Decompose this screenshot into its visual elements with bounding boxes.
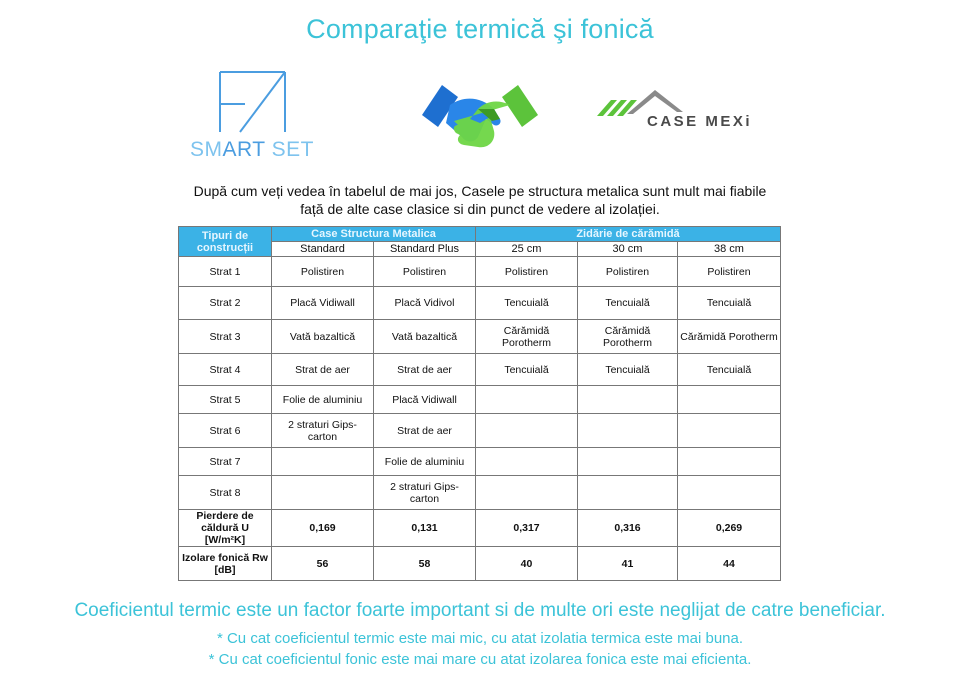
row-label: Strat 4 — [179, 354, 272, 386]
table-cell: Folie de aluminiu — [374, 448, 476, 476]
table-cell: Cărămidă Porotherm — [678, 320, 781, 354]
column-header: Standard Plus — [374, 242, 476, 257]
handshake-logo — [420, 75, 540, 163]
table-cell — [578, 448, 678, 476]
sound-insulation-value: 40 — [476, 547, 578, 581]
sound-insulation-value: 56 — [272, 547, 374, 581]
table-cell — [678, 386, 781, 414]
table-cell: Tencuială — [678, 287, 781, 320]
sound-insulation-row — [179, 547, 781, 581]
row-label: Strat 1 — [179, 257, 272, 287]
table-row — [179, 476, 781, 510]
column-header: 38 cm — [678, 242, 781, 257]
table-cell: Tencuială — [578, 354, 678, 386]
page-title: Comparaţie termică şi fonică — [306, 14, 654, 44]
case-mexi-logo — [597, 88, 777, 136]
corner-header: Tipuri de construcții — [179, 227, 272, 257]
table-cell: Tencuială — [476, 287, 578, 320]
sound-insulation-value: 41 — [578, 547, 678, 581]
intro-line-2: față de alte case clasice si din punct de vedere al izolației. — [300, 201, 660, 217]
table-row — [179, 320, 781, 354]
smart-set-mid: ART — [222, 138, 266, 161]
handshake-icon — [420, 75, 540, 163]
table-cell: Polistiren — [578, 257, 678, 287]
table-cell: Folie de aluminiu — [272, 386, 374, 414]
sound-insulation-label: Izolare fonică Rw [dB] — [179, 547, 272, 581]
table-cell: Placă Vidiwall — [272, 287, 374, 320]
table-cell: Cărămidă Porotherm — [476, 320, 578, 354]
table-cell: Tencuială — [476, 354, 578, 386]
table-cell: Vată bazaltică — [272, 320, 374, 354]
table-cell — [476, 386, 578, 414]
table-cell: Strat de aer — [272, 354, 374, 386]
row-label: Strat 3 — [179, 320, 272, 354]
table-cell: Cărămidă Porotherm — [578, 320, 678, 354]
heat-loss-value: 0,131 — [374, 510, 476, 547]
row-label: Strat 6 — [179, 414, 272, 448]
table-cell — [272, 448, 374, 476]
table-row — [179, 414, 781, 448]
heat-loss-row — [179, 510, 781, 547]
table-cell: Polistiren — [272, 257, 374, 287]
table-row — [179, 448, 781, 476]
row-label: Strat 2 — [179, 287, 272, 320]
table-cell — [678, 414, 781, 448]
footer-note-2: * Cu cat coeficientul fonic este mai mare cu atat izolarea fonica este mai eficienta. — [208, 651, 752, 668]
column-header: Standard — [272, 242, 374, 257]
table-cell — [678, 476, 781, 510]
table-cell: Tencuială — [578, 287, 678, 320]
smart-set-logo — [190, 66, 320, 166]
intro-line-1: După cum veți vedea în tabelul de mai jos, Casele pe structura metalica sunt mult mai fiabile — [193, 183, 767, 199]
table-cell: Vată bazaltică — [374, 320, 476, 354]
heat-loss-value: 0,269 — [678, 510, 781, 547]
table-header-row — [179, 227, 781, 242]
group-header-brick: Zidărie de cărămidă — [476, 227, 781, 242]
heat-loss-value: 0,317 — [476, 510, 578, 547]
footer-main-text: Coeficientul termic este un factor foarte important si de multe ori este neglijat de catre beneficiar. — [74, 600, 886, 621]
row-label: Strat 5 — [179, 386, 272, 414]
row-label: Strat 8 — [179, 476, 272, 510]
table-cell: Polistiren — [476, 257, 578, 287]
table-row — [179, 257, 781, 287]
table-row — [179, 386, 781, 414]
intro-text — [0, 182, 960, 218]
column-header: 30 cm — [578, 242, 678, 257]
table-row — [179, 287, 781, 320]
table-cell — [476, 448, 578, 476]
table-cell — [272, 476, 374, 510]
table-cell: 2 straturi Gips-carton — [272, 414, 374, 448]
table-cell — [578, 386, 678, 414]
table-cell — [678, 448, 781, 476]
table-cell: Placă Vidivol — [374, 287, 476, 320]
case-mexi-wordmark: CASE MEXi — [647, 113, 753, 130]
heat-loss-value: 0,169 — [272, 510, 374, 547]
table-cell: Polistiren — [374, 257, 476, 287]
table-cell: Polistiren — [678, 257, 781, 287]
footer-note-1: * Cu cat coeficientul termic este mai mic, cu atat izolatia termica este mai buna. — [216, 630, 744, 647]
table-cell: Strat de aer — [374, 354, 476, 386]
smart-set-wordmark — [190, 138, 314, 162]
table-cell: 2 straturi Gips-carton — [374, 476, 476, 510]
heat-loss-value: 0,316 — [578, 510, 678, 547]
sound-insulation-value: 44 — [678, 547, 781, 581]
row-label: Strat 7 — [179, 448, 272, 476]
sound-insulation-value: 58 — [374, 547, 476, 581]
group-header-metal: Case Structura Metalica — [272, 227, 476, 242]
table-cell — [578, 414, 678, 448]
table-cell — [476, 476, 578, 510]
column-header: 25 cm — [476, 242, 578, 257]
smart-set-pre: SM — [190, 138, 223, 161]
table-cell — [578, 476, 678, 510]
comparison-table — [178, 226, 781, 581]
heat-loss-label: Pierdere de căldură U [W/m²K] — [179, 510, 272, 547]
smart-set-mark-icon — [190, 66, 320, 136]
table-cell: Placă Vidiwall — [374, 386, 476, 414]
table-cell: Tencuială — [678, 354, 781, 386]
table-row — [179, 354, 781, 386]
table-cell — [476, 414, 578, 448]
table-cell: Strat de aer — [374, 414, 476, 448]
smart-set-post: SET — [265, 138, 314, 161]
